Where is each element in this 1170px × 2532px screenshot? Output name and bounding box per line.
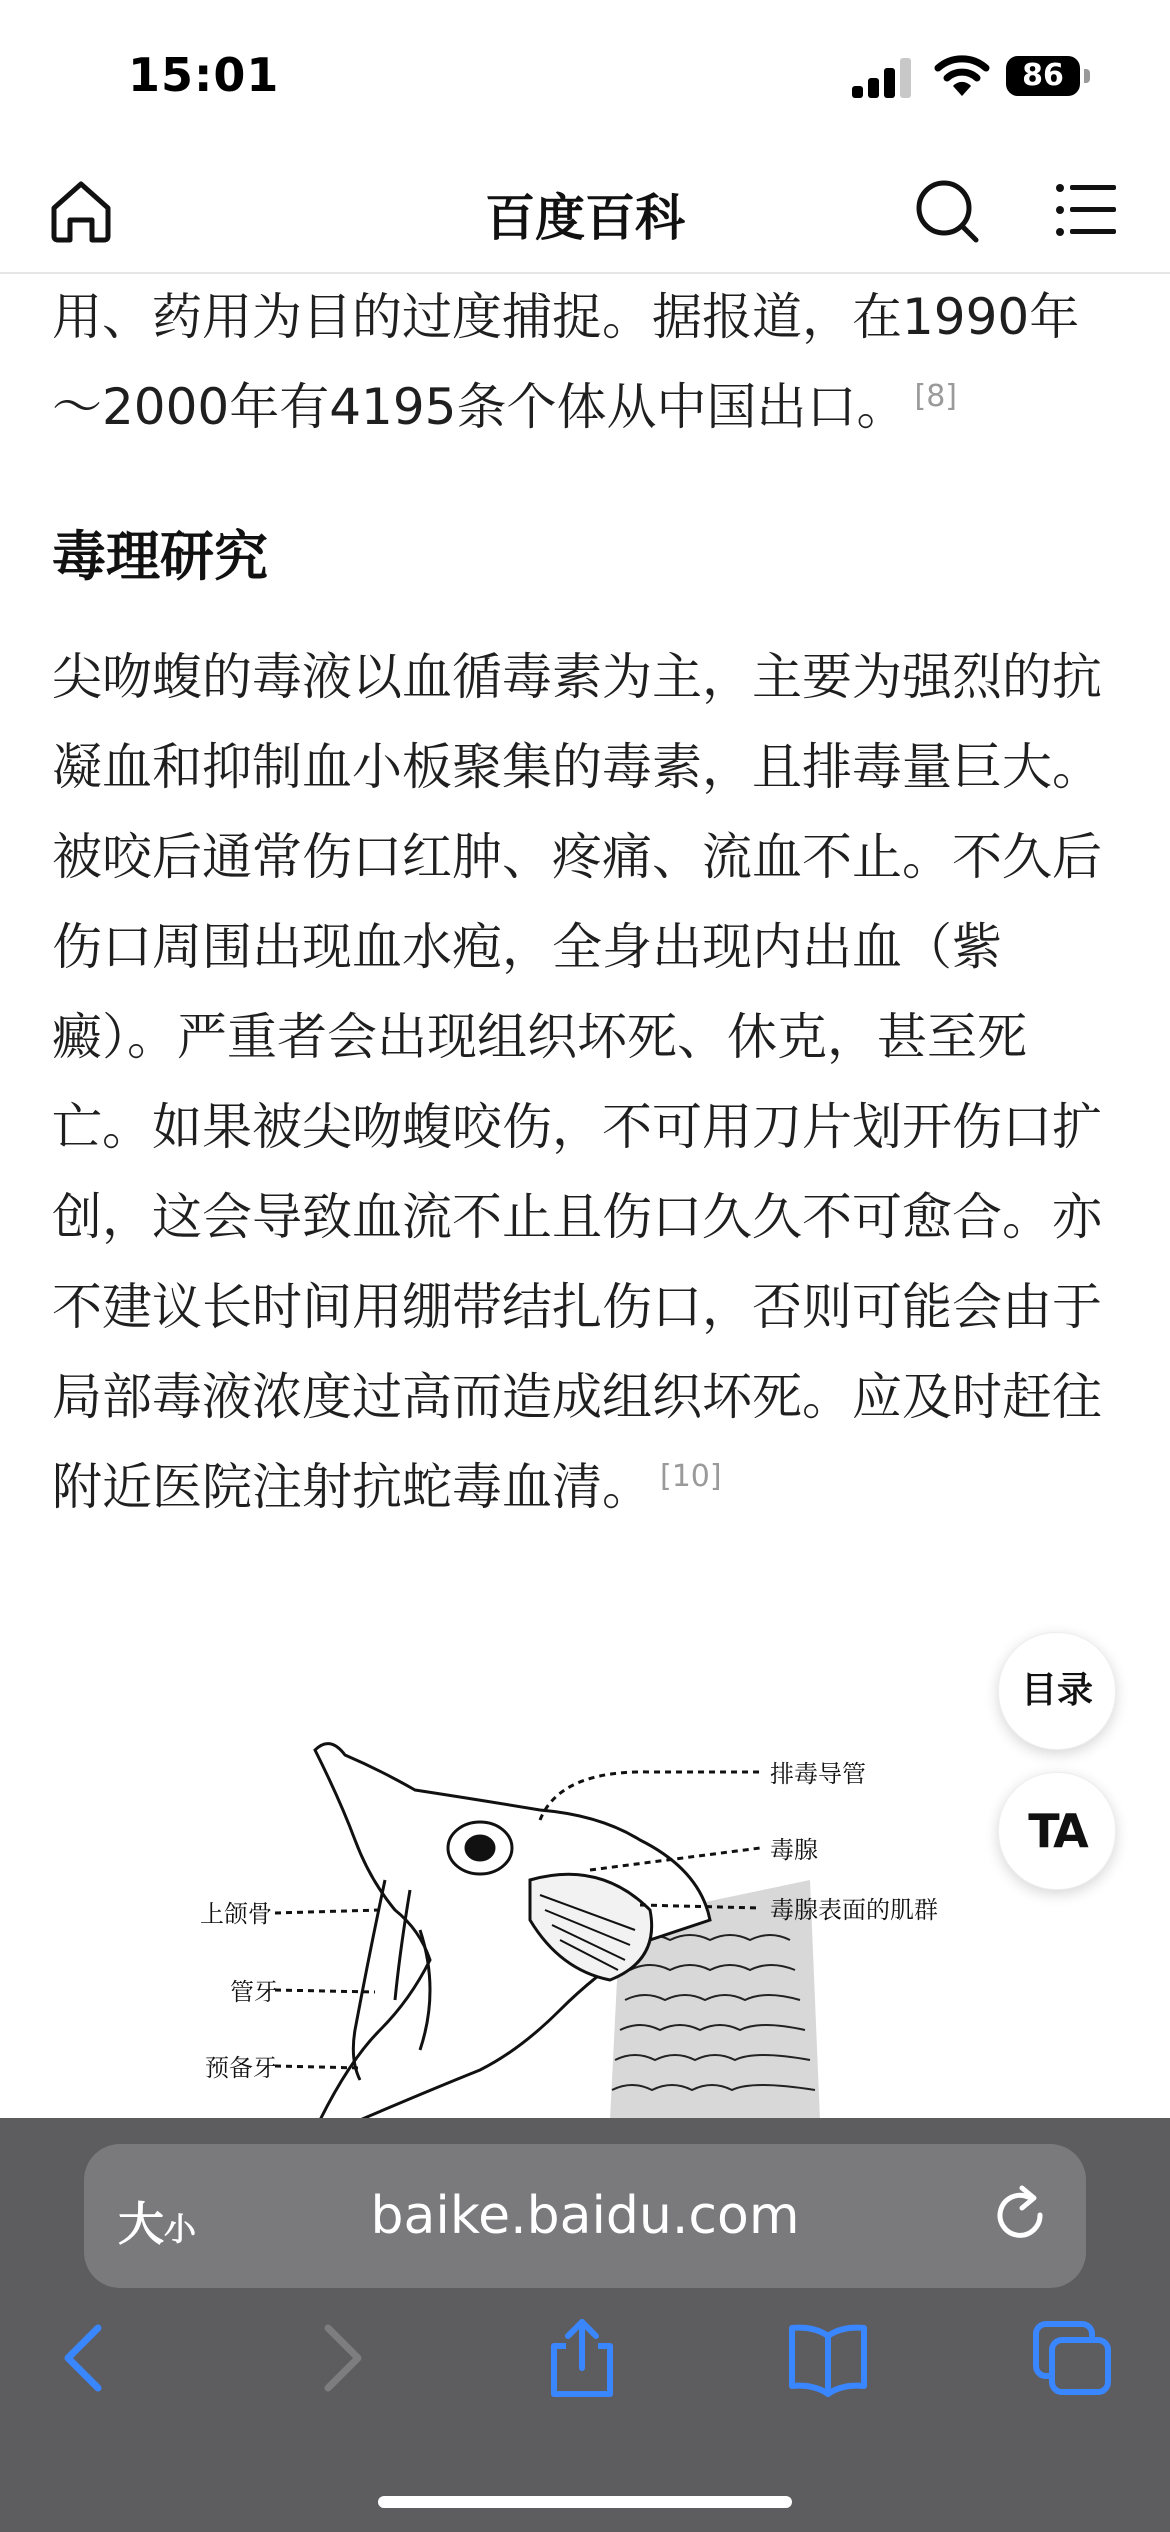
table-of-contents-button[interactable]: 目录 (998, 1632, 1116, 1750)
cellular-signal-icon (852, 58, 914, 98)
section-heading: 毒理研究 (52, 525, 268, 588)
status-time: 15:01 (128, 48, 280, 102)
section-paragraph (52, 632, 1120, 1532)
battery-icon (1006, 56, 1090, 96)
search-icon[interactable] (912, 176, 982, 246)
battery-level: 86 (1006, 56, 1080, 96)
bookmarks-icon[interactable] (786, 2316, 870, 2400)
section-text: 尖吻蝮的毒液以血循毒素为主，主要为强烈的抗凝血和抑制血小板聚集的毒素，且排毒量巨大。被咬后通常伤口红肿、疼痛、流血不止。不久后伤口周围出现血水疱，全身出现内出血（紫癜）。严重者会出现组织坏死、休克，甚至死亡。如果被尖吻蝮咬伤，不可用刀片划开伤口扩创，这会导致血流不止且伤口久久不可愈合。亦不建议长时间用绷带结扎伤口，否则可能会由于局部毒液浓度过高而造成组织坏死。应及时赶往附近医院注射抗蛇毒血清。 (52, 648, 1102, 1516)
size-label-small: 小 (164, 2210, 197, 2248)
label-venom-gland: 毒腺 (770, 1836, 818, 1864)
snake-venom-gland-diagram[interactable] (180, 1730, 1020, 2120)
label-venom-duct: 排毒导管 (770, 1760, 866, 1788)
address-bar[interactable] (84, 2144, 1086, 2288)
intro-text: 用、药用为目的过度捕捉。据报道，在1990年～2000年有4195条个体从中国出口。 (52, 288, 1080, 436)
url-text[interactable]: baike.baidu.com (370, 2186, 800, 2246)
label-gland-muscles: 毒腺表面的肌群 (770, 1896, 938, 1924)
menu-icon[interactable] (1056, 180, 1118, 240)
status-bar (0, 0, 1170, 150)
label-reserve-fang: 预备牙 (205, 2054, 277, 2082)
size-label-big: 大 (118, 2197, 164, 2251)
home-indicator (378, 2496, 792, 2508)
reload-icon[interactable] (988, 2182, 1054, 2248)
forward-icon[interactable] (296, 2316, 380, 2400)
tabs-icon[interactable] (1030, 2316, 1114, 2400)
app-header (0, 150, 1170, 274)
label-maxilla: 上颌骨 (200, 1900, 272, 1928)
label-fang: 管牙 (230, 1978, 278, 2006)
back-icon[interactable] (46, 2316, 130, 2400)
reference-link[interactable]: [8] (914, 379, 957, 415)
wifi-icon (934, 52, 990, 98)
page-title: 百度百科 (485, 189, 685, 247)
intro-paragraph (52, 272, 1120, 452)
article-content (52, 272, 1120, 1532)
reference-link[interactable]: [10] (660, 1459, 722, 1495)
share-icon[interactable] (540, 2316, 624, 2400)
text-size-button[interactable]: TA (998, 1772, 1116, 1890)
